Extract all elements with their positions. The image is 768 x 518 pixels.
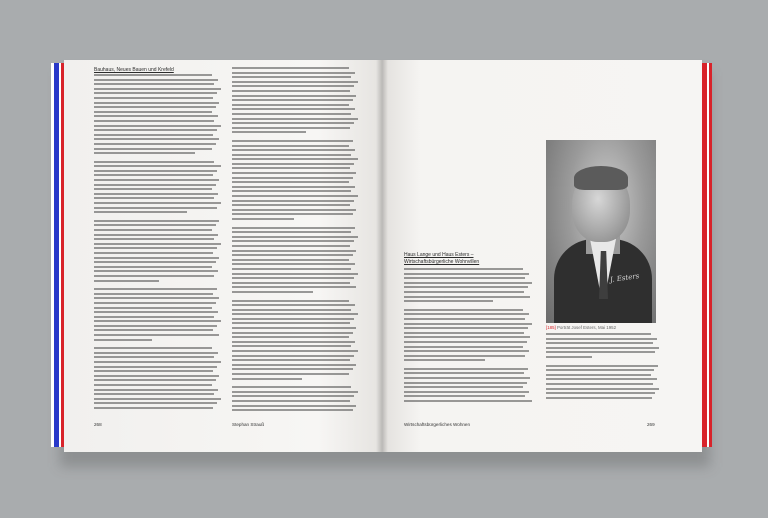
text-line bbox=[232, 345, 351, 347]
text-line bbox=[94, 398, 221, 400]
text-line bbox=[232, 231, 351, 233]
right-running-head: Wirtschaftsbürgerliches Wohnen bbox=[404, 422, 471, 427]
text-line bbox=[94, 92, 217, 94]
text-line bbox=[232, 227, 355, 229]
text-line bbox=[94, 379, 216, 381]
text-line bbox=[94, 161, 214, 163]
text-line bbox=[232, 85, 354, 87]
text-line bbox=[94, 320, 221, 322]
caption-text: Porträt Josef Esters, Mai 1952 bbox=[557, 325, 617, 330]
text-line bbox=[94, 120, 214, 122]
text-line bbox=[94, 366, 217, 368]
portrait-hair bbox=[574, 166, 628, 190]
text-line bbox=[232, 286, 356, 288]
text-line bbox=[232, 218, 294, 220]
text-line bbox=[232, 277, 354, 279]
text-line bbox=[232, 322, 350, 324]
text-line bbox=[232, 409, 353, 411]
text-line bbox=[404, 286, 528, 288]
text-line bbox=[232, 236, 358, 238]
text-line bbox=[232, 67, 349, 69]
text-line bbox=[94, 293, 213, 295]
caption-number: [185] bbox=[546, 325, 556, 330]
text-line bbox=[94, 97, 213, 99]
text-line bbox=[232, 181, 349, 183]
text-line bbox=[232, 318, 354, 320]
text-line bbox=[232, 391, 358, 393]
text-line bbox=[94, 106, 216, 108]
text-line bbox=[94, 102, 219, 104]
text-line bbox=[94, 238, 214, 240]
text-line bbox=[404, 313, 529, 315]
text-line bbox=[94, 115, 218, 117]
text-line bbox=[232, 186, 355, 188]
text-line bbox=[404, 309, 523, 311]
text-line bbox=[94, 393, 214, 395]
text-line bbox=[232, 254, 353, 256]
text-line bbox=[232, 395, 354, 397]
left-page-heading: Bauhaus, Neues Bauen und Krefeld bbox=[94, 67, 174, 73]
text-line bbox=[404, 350, 529, 352]
text-line bbox=[94, 370, 213, 372]
text-line bbox=[232, 250, 356, 252]
text-line bbox=[94, 211, 187, 213]
text-line bbox=[94, 288, 217, 290]
left-page-edge-blue bbox=[51, 63, 61, 447]
text-line bbox=[232, 108, 355, 110]
left-running-head: Stephan Strauß bbox=[232, 422, 265, 427]
text-line bbox=[232, 149, 355, 151]
text-line bbox=[94, 339, 152, 341]
text-line bbox=[232, 268, 351, 270]
portrait-photo bbox=[546, 140, 656, 323]
text-line bbox=[94, 352, 218, 354]
text-line bbox=[404, 368, 528, 370]
text-line bbox=[546, 356, 592, 358]
text-line bbox=[232, 386, 351, 388]
text-line bbox=[94, 270, 218, 272]
text-line bbox=[94, 193, 218, 195]
text-line bbox=[94, 356, 214, 358]
text-line bbox=[232, 240, 354, 242]
text-line bbox=[94, 243, 221, 245]
text-line bbox=[232, 313, 358, 315]
text-line bbox=[404, 372, 524, 374]
text-line bbox=[232, 355, 354, 357]
right-page-heading-line-2: Wirtschaftsbürgerliche Wohnvillen bbox=[404, 259, 480, 265]
text-line bbox=[232, 99, 353, 101]
text-line bbox=[232, 213, 353, 215]
text-line bbox=[404, 386, 523, 388]
photo-caption bbox=[546, 325, 616, 330]
text-line bbox=[546, 378, 657, 380]
text-line bbox=[232, 122, 354, 124]
right-page-column-2 bbox=[546, 333, 660, 405]
text-line bbox=[232, 163, 354, 165]
text-line bbox=[232, 154, 351, 156]
text-line bbox=[232, 209, 356, 211]
text-line bbox=[404, 282, 532, 284]
text-line bbox=[94, 148, 212, 150]
right-page-column-1-continued bbox=[404, 268, 533, 406]
text-line bbox=[94, 170, 217, 172]
text-line bbox=[404, 391, 529, 393]
text-line bbox=[232, 204, 350, 206]
right-page-heading-line-1: Haus Lange und Haus Esters – bbox=[404, 252, 474, 258]
text-line bbox=[94, 83, 214, 85]
text-line bbox=[232, 200, 354, 202]
text-line bbox=[232, 158, 358, 160]
text-line bbox=[232, 304, 355, 306]
text-line bbox=[232, 172, 356, 174]
text-line bbox=[94, 220, 219, 222]
text-line bbox=[546, 374, 651, 376]
text-line bbox=[232, 81, 358, 83]
text-line bbox=[232, 76, 351, 78]
text-line bbox=[404, 268, 523, 270]
text-line bbox=[94, 311, 218, 313]
text-line bbox=[546, 388, 659, 390]
text-line bbox=[94, 329, 213, 331]
text-line bbox=[546, 365, 658, 367]
text-line bbox=[404, 395, 525, 397]
text-line bbox=[404, 273, 529, 275]
text-line bbox=[94, 302, 216, 304]
text-line bbox=[404, 327, 528, 329]
text-line bbox=[94, 74, 212, 76]
text-line bbox=[232, 400, 350, 402]
text-line bbox=[94, 125, 221, 127]
text-line bbox=[232, 177, 353, 179]
left-page-column-1 bbox=[94, 67, 222, 414]
text-line bbox=[404, 277, 525, 279]
book-gutter bbox=[376, 60, 388, 452]
text-line bbox=[546, 342, 653, 344]
text-line bbox=[94, 307, 212, 309]
text-line bbox=[94, 407, 213, 409]
text-line bbox=[232, 95, 356, 97]
text-line bbox=[94, 257, 219, 259]
portrait-signature: J. Esters bbox=[609, 271, 640, 285]
text-line bbox=[546, 333, 651, 335]
text-line bbox=[546, 338, 657, 340]
text-line bbox=[404, 323, 532, 325]
text-line bbox=[232, 72, 355, 74]
text-line bbox=[232, 405, 356, 407]
text-line bbox=[232, 378, 302, 380]
text-line bbox=[94, 179, 219, 181]
text-line bbox=[232, 336, 349, 338]
left-folio-number: 268 bbox=[94, 422, 102, 427]
text-line bbox=[232, 167, 350, 169]
text-line bbox=[232, 309, 351, 311]
text-line bbox=[94, 280, 159, 282]
text-line bbox=[232, 359, 350, 361]
text-line bbox=[546, 369, 654, 371]
text-line bbox=[232, 127, 350, 129]
text-line bbox=[546, 397, 652, 399]
text-line bbox=[404, 359, 485, 361]
text-line bbox=[94, 184, 216, 186]
text-line bbox=[94, 389, 218, 391]
text-line bbox=[94, 247, 217, 249]
text-line bbox=[232, 368, 353, 370]
text-line bbox=[94, 252, 213, 254]
text-line bbox=[232, 118, 358, 120]
text-line bbox=[94, 138, 219, 140]
text-line bbox=[94, 88, 221, 90]
text-line bbox=[94, 197, 214, 199]
text-line bbox=[404, 346, 523, 348]
text-line bbox=[546, 347, 659, 349]
text-line bbox=[232, 282, 350, 284]
text-line bbox=[404, 291, 524, 293]
text-line bbox=[232, 373, 349, 375]
text-line bbox=[94, 129, 217, 131]
text-line bbox=[232, 364, 356, 366]
text-line bbox=[94, 207, 217, 209]
text-line bbox=[94, 297, 219, 299]
text-line bbox=[232, 140, 353, 142]
text-line bbox=[94, 275, 214, 277]
text-line bbox=[404, 332, 524, 334]
text-line bbox=[232, 350, 358, 352]
text-line bbox=[232, 145, 349, 147]
text-line bbox=[404, 355, 525, 357]
text-line bbox=[232, 195, 358, 197]
text-line bbox=[546, 351, 655, 353]
text-line bbox=[232, 104, 349, 106]
text-line bbox=[94, 316, 214, 318]
text-line bbox=[94, 165, 221, 167]
text-line bbox=[404, 382, 527, 384]
text-line bbox=[232, 90, 350, 92]
text-line bbox=[546, 383, 653, 385]
text-line bbox=[404, 318, 525, 320]
right-folio-number: 269 bbox=[647, 422, 655, 427]
text-line bbox=[232, 131, 306, 133]
text-line bbox=[94, 375, 219, 377]
text-line bbox=[232, 291, 313, 293]
text-line bbox=[404, 400, 532, 402]
text-line bbox=[94, 384, 212, 386]
text-line bbox=[94, 202, 221, 204]
text-line bbox=[94, 402, 217, 404]
text-line bbox=[232, 263, 355, 265]
left-page-column-2 bbox=[232, 67, 359, 414]
text-line bbox=[94, 361, 221, 363]
text-line bbox=[94, 188, 212, 190]
text-line bbox=[404, 341, 527, 343]
text-line bbox=[94, 347, 212, 349]
text-line bbox=[232, 190, 351, 192]
text-line bbox=[94, 234, 218, 236]
text-line bbox=[232, 113, 351, 115]
text-line bbox=[94, 134, 213, 136]
text-line bbox=[94, 325, 217, 327]
text-line bbox=[232, 332, 353, 334]
text-line bbox=[94, 174, 213, 176]
text-line bbox=[232, 341, 355, 343]
text-line bbox=[404, 300, 493, 302]
text-line bbox=[94, 261, 216, 263]
text-line bbox=[94, 111, 212, 113]
text-line bbox=[94, 152, 195, 154]
text-line bbox=[404, 296, 530, 298]
text-line bbox=[94, 143, 216, 145]
text-line bbox=[94, 229, 212, 231]
text-line bbox=[94, 266, 212, 268]
text-line bbox=[404, 336, 530, 338]
text-line bbox=[94, 224, 216, 226]
text-line bbox=[94, 334, 219, 336]
text-line bbox=[404, 377, 530, 379]
text-line bbox=[232, 327, 356, 329]
text-line bbox=[232, 245, 350, 247]
text-line bbox=[546, 392, 655, 394]
right-page-heading bbox=[404, 252, 533, 266]
text-line bbox=[232, 259, 349, 261]
text-line bbox=[232, 273, 358, 275]
text-line bbox=[94, 79, 218, 81]
text-line bbox=[232, 300, 349, 302]
